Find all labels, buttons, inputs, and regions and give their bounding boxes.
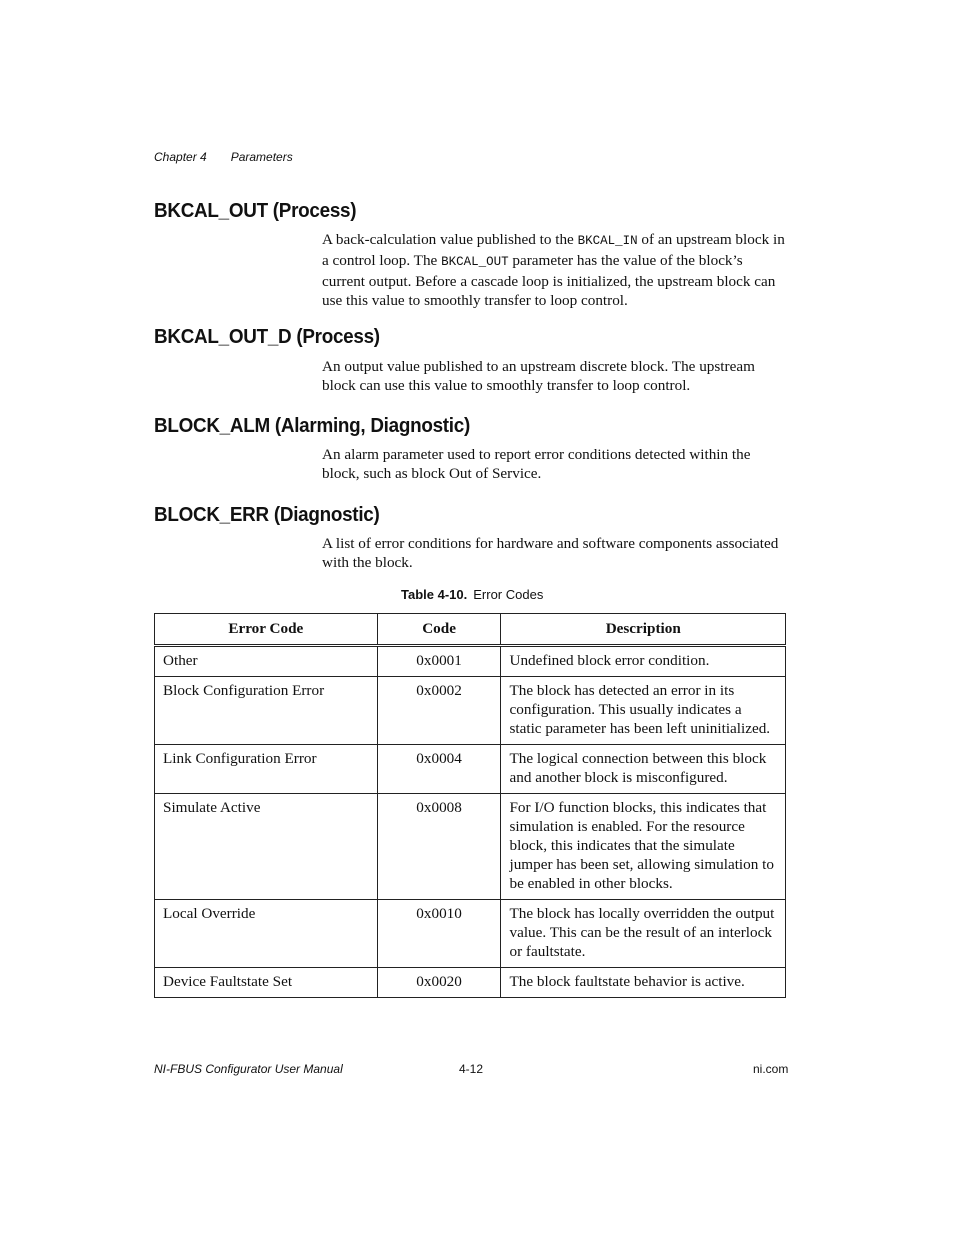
text-segment: of an upstream block in a control loop. The	[322, 231, 785, 269]
error-code-cell: Block Configuration Error	[155, 677, 378, 745]
description-cell: The logical connection between this block and another block is misconfigured.	[501, 745, 786, 794]
description-cell: The block has locally overridden the output value. This can be the result of an interlock or faultstate.	[501, 900, 786, 968]
code-bkcal-out: BKCAL_OUT	[441, 255, 509, 269]
code-cell: 0x0010	[377, 900, 501, 968]
description-cell: For I/O function blocks, this indicates that simulation is enabled. For the resource block, this indicates that the simulate jumper has been set, allowing simulation to be enabled in other blocks.	[501, 794, 786, 900]
section-label: Parameters	[230, 150, 293, 164]
paragraph-block-err: A list of error conditions for hardware and software components associated with the block.	[322, 535, 779, 571]
text-segment: A back-calculation value published to the	[322, 231, 578, 248]
chapter-label: Chapter 4	[154, 150, 207, 164]
table-row	[155, 677, 786, 745]
error-codes-table	[154, 613, 786, 998]
code-cell: 0x0020	[377, 968, 501, 998]
error-code-cell: Simulate Active	[155, 794, 378, 900]
table-row	[155, 794, 786, 900]
table-caption-title: Error Codes	[473, 587, 544, 602]
footer-page-number: 4-12	[459, 1062, 484, 1076]
paragraph-bkcal-out-d: An output value published to an upstream discrete block. The upstream block can use this value to smoothly transfer to loop control.	[322, 358, 755, 394]
footer-site-link: ni.com	[753, 1062, 789, 1076]
description-cell: The block faultstate behavior is active.	[501, 968, 786, 998]
paragraph-block-alm: An alarm parameter used to report error conditions detected within the block, such as block Out of Service.	[322, 446, 751, 482]
running-header	[154, 150, 293, 164]
code-cell: 0x0008	[377, 794, 501, 900]
table-row	[155, 646, 786, 677]
error-code-cell: Link Configuration Error	[155, 745, 378, 794]
table-caption	[401, 587, 543, 602]
text-segment: parameter has the value of the block’s current output. Before a cascade loop is initialized, the upstream block can use this value to smoothly transfer to loop control.	[322, 252, 776, 309]
heading-bkcal-out: BKCAL_OUT (Process)	[154, 199, 357, 222]
column-header: Error Code	[155, 614, 378, 646]
heading-bkcal-out-d: BKCAL_OUT_D (Process)	[154, 325, 380, 348]
column-header: Description	[501, 614, 786, 646]
code-cell: 0x0004	[377, 745, 501, 794]
table-row	[155, 900, 786, 968]
table-row	[155, 968, 786, 998]
table-caption-label: Table 4-10.	[401, 587, 468, 602]
paragraph-bkcal-out	[322, 230, 786, 310]
table-row	[155, 745, 786, 794]
column-header: Code	[377, 614, 501, 646]
description-cell: Undefined block error condition.	[501, 646, 786, 677]
error-code-cell: Local Override	[155, 900, 378, 968]
code-bkcal-in: BKCAL_IN	[577, 234, 638, 248]
code-cell: 0x0001	[377, 646, 501, 677]
heading-block-err: BLOCK_ERR (Diagnostic)	[154, 503, 380, 526]
heading-block-alm: BLOCK_ALM (Alarming, Diagnostic)	[154, 414, 470, 437]
description-cell: The block has detected an error in its configuration. This usually indicates a static parameter has been left uninitialized.	[501, 677, 786, 745]
error-code-cell: Device Faultstate Set	[155, 968, 378, 998]
footer-manual-title: NI-FBUS Configurator User Manual	[154, 1062, 343, 1076]
code-cell: 0x0002	[377, 677, 501, 745]
error-code-cell: Other	[155, 646, 378, 677]
table-header-row	[155, 614, 786, 646]
